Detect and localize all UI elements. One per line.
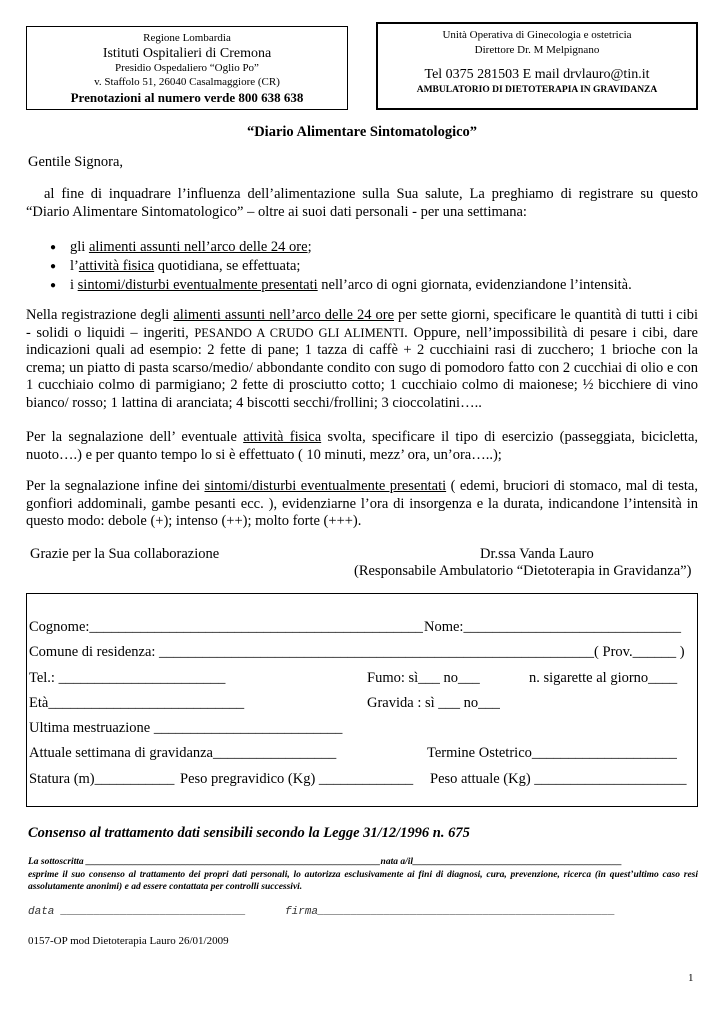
document-title: “Diario Alimentare Sintomatologico” [246,124,478,140]
surname-field[interactable]: Cognome:______________________________________________ [29,619,423,635]
signature-name: Dr.ssa Vanda Lauro [480,546,594,562]
consent-text: esprime il suo consenso al trattamento dei propri dati personali, lo autorizza esclusivamente ai fini di diagnosi, cura, prevenzione, ricerca (in quest’ultimo caso resi assolutamente anonimi) e ad essere contattata per controlli successivi. [28,870,698,892]
pregnancy-week-field[interactable]: Attuale settimana di gravidanza_________________ [29,745,337,761]
pregnant-field[interactable]: Gravida : sì ___ no___ [367,695,500,711]
hospital-name: Presidio Ospedaliero “Oglio Po” [115,62,259,74]
age-field[interactable]: Età___________________________ [29,695,245,711]
consent-name-line[interactable]: La sottoscritta ______________________________________________________________nata a/il____________________________________________ [28,857,623,867]
signature-role: (Responsabile Ambulatorio “Dietoterapia in Gravidanza”) [354,563,692,579]
personal-data-form [26,593,698,807]
director-name: Direttore Dr. M Melpignano [474,44,600,56]
institute-name: Istituti Ospitalieri di Cremona [102,46,272,61]
greeting: Gentile Signora, [28,154,124,170]
signature-field[interactable]: firma_____________________________________________ [285,906,616,918]
hospital-address: v. Staffolo 51, 26040 Casalmaggiore (CR) [94,76,280,88]
due-date-field[interactable]: Termine Ostetrico____________________ [427,745,677,761]
date-field[interactable]: data ____________________________ [28,906,246,918]
height-field[interactable]: Statura (m)___________ [29,771,175,787]
unit-name: Unità Operativa di Ginecologia e ostetricia [442,29,632,41]
list-item: ● i sintomi/disturbi eventualmente presentati nell’arco di ogni giornata, evidenziandone l’intensità. [50,276,690,295]
thanks-text: Grazie per la Sua collaborazione [30,546,220,562]
consent-title: Consenso al trattamento dati sensibili secondo la Legge 31/12/1996 n. 675 [28,825,470,841]
smoker-field[interactable]: Fumo: sì___ no___ [367,670,480,686]
header-hospital-box [26,26,348,110]
current-weight-field[interactable]: Peso attuale (Kg) _____________________ [430,771,687,787]
contact-line: Tel 0375 281503 E mail drvlauro@tin.it [424,67,650,82]
region-label: Regione Lombardia [143,32,231,44]
header-unit-box [376,22,698,110]
cigarettes-field[interactable]: n. sigarette al giorno____ [529,670,678,686]
prepregnancy-weight-field[interactable]: Peso pregravidico (Kg) _____________ [180,771,414,787]
phone-field[interactable]: Tel.: _______________________ [29,670,226,686]
food-paragraph: Nella registrazione degli alimenti assunti nell’arco delle 24 ore per sette giorni, specificare le quantità di tutti i cibi - solidi o liquidi – ingeriti, PESANDO A CRUDO GLI ALIMENTI. Oppure, nell’impossibilità di pesare i cibi, dare indicazioni quali ad esempio: 2 fette di pane; 1 tazza di caffè + 2 cucchiaini rasi di zucchero; 1 brioche con la crema; un piatto di pasta scarso/medio/ abbondante condito con sugo di pomodoro fatto con 2 cucchiai di olio e con 1 cucchiaio colmo di parmigiano; 2 fette di prosciutto cotto; 1 cucchiaio colmo di maionese; ½ bicchiere di vino bianco/ rosso; 1 lattina di aranciata; 4 biscotti secchi/frollini; 3 cioccolatini….. [26,307,699,411]
symptoms-paragraph: Per la segnalazione infine dei sintomi/disturbi eventualmente presentati ( edemi, bruciori di stomaco, mal di testa, gonfiori addominali, gambe pesanti ecc. ), evidenziarne l’ora di insorgenza e la durata, indicandone l’intensità in questo modo: debole (+); intenso (++); molto forte (+++). [26,478,698,529]
form-code: 0157-OP mod Dietoterapia Lauro 26/01/2009 [28,935,229,947]
intro-paragraph: al fine di inquadrare l’influenza dell’alimentazione sulla Sua salute, La preghiamo di registrare su questo “Diario Alimentare Sintomatologico” – oltre ai suoi dati personali - per una settimana: [26,186,698,220]
name-field[interactable]: Nome:______________________________ [424,619,681,635]
instructions-list [50,238,690,295]
list-item: ● l’attività fisica quotidiana, se effettuata; [50,257,690,276]
clinic-name: AMBULATORIO DI DIETOTERAPIA IN GRAVIDANZA [416,85,658,95]
residence-field[interactable]: Comune di residenza: ____________________________________________________________( Prov.______ ) [29,644,685,660]
activity-paragraph: Per la segnalazione dell’ eventuale attività fisica svolta, specificare il tipo di esercizio (passeggiata, bicicletta, nuoto….) e per quanto tempo lo si è effettuato ( 10 minuti, mezz’ ora, un’ora…..); [26,429,699,463]
page-number: 1 [688,972,694,984]
list-item: ● gli alimenti assunti nell’arco delle 24 ore; [50,238,690,257]
booking-number: Prenotazioni al numero verde 800 638 638 [70,90,304,105]
last-period-field[interactable]: Ultima mestruazione __________________________ [29,720,343,736]
